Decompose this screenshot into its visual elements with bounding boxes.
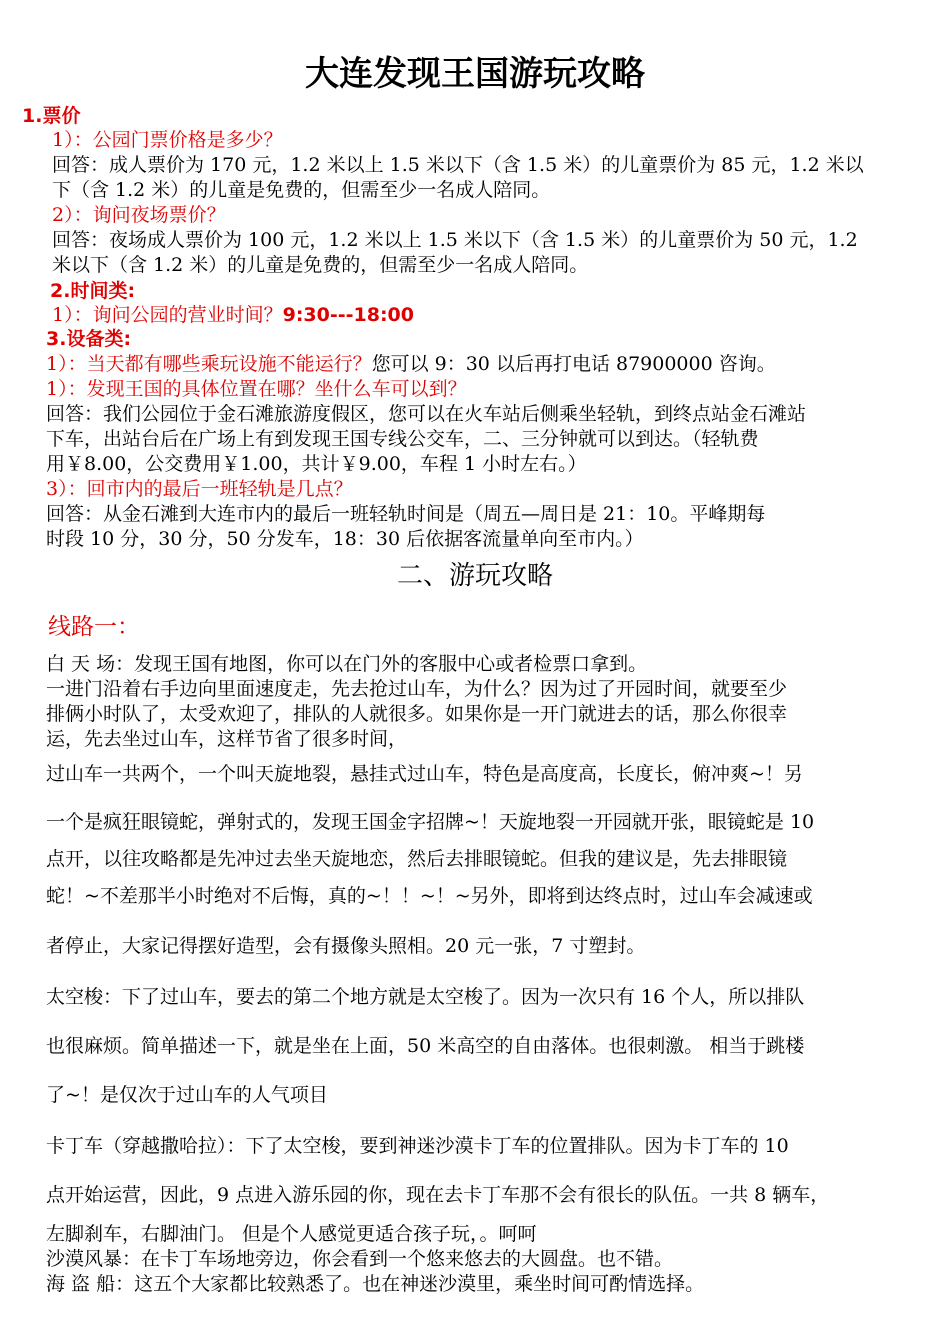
question-ticket-price: 1）：公园门票价格是多少？ bbox=[52, 129, 283, 151]
question-location: 1）：发现王国的具体位置在哪？坐什么车可以到？ bbox=[46, 378, 467, 400]
body-line: 海 盗 船：这五个大家都比较熟悉了。也在神迷沙漠里，乘坐时间可酌情选择。 bbox=[46, 1273, 705, 1295]
answer-line: 下（含 1.2 米）的儿童是免费的，但需至少一名成人陪同。 bbox=[52, 179, 551, 201]
body-line: 也很麻烦。简单描述一下，就是坐在上面，50 米高空的自由落体。也很刺激。 相当于跳楼 bbox=[46, 1035, 805, 1057]
body-line: 沙漠风暴：在卡丁车场地旁边，你会看到一个悠来悠去的大圆盘。也不错。 bbox=[46, 1248, 674, 1270]
document-title: 大连发现王国游玩攻略 bbox=[305, 54, 645, 94]
answer-line: 米以下（含 1.2 米）的儿童是免费的，但需至少一名成人陪同。 bbox=[52, 254, 589, 276]
body-line: 卡丁车（穿越撒哈拉）：下了太空梭，要到神迷沙漠卡丁车的位置排队。因为卡丁车的 10 bbox=[46, 1135, 789, 1157]
body-line: 一进门沿着右手边向里面速度走，先去抢过山车，为什么？因为过了开园时间，就要至少 bbox=[46, 678, 788, 700]
answer-line: 用￥8.00，公交费用￥1.00，共计￥9.00，车程 1 小时左右。） bbox=[46, 453, 587, 475]
question-night-price: 2）：询问夜场票价？ bbox=[52, 204, 226, 226]
body-line: 者停止，大家记得摆好造型，会有摄像头照相。20 元一张，7 寸塑封。 bbox=[46, 935, 646, 957]
question-text: 1）：询问公园的营业时间？ bbox=[52, 304, 283, 326]
question-opening-hours bbox=[52, 303, 414, 327]
body-line: 过山车一共两个，一个叫天旋地裂，悬挂式过山车，特色是高度高，长度长，俯冲爽~！另 bbox=[46, 763, 803, 785]
section-title-guide: 二、游玩攻略 bbox=[396, 561, 553, 591]
question-text: 1）：当天都有哪些乘玩设施不能运行？ bbox=[46, 353, 372, 375]
section-heading-time: 2.时间类: bbox=[50, 280, 136, 302]
section-heading-facilities: 3.设备类: bbox=[46, 328, 132, 350]
answer-line: 回答：我们公园位于金石滩旅游度假区，您可以在火车站后侧乘坐轻轨，到终点站金石滩站 bbox=[46, 403, 807, 425]
question-last-train: 3）：回市内的最后一班轻轨是几点？ bbox=[46, 478, 353, 500]
body-line: 蛇！~不差那半小时绝对不后悔，真的~！！~！~另外，即将到达终点时，过山车会减速或 bbox=[46, 885, 813, 907]
body-line: 白 天 场：发现王国有地图，你可以在门外的客服中心或者检票口拿到。 bbox=[46, 653, 648, 675]
body-line: 运，先去坐过山车，这样节省了很多时间， bbox=[46, 728, 408, 750]
answer-line: 下车，出站台后在广场上有到发现王国专线公交车，二、三分钟就可以到达。（轻轨费 bbox=[46, 428, 759, 450]
body-line: 点开始运营，因此，9 点进入游乐园的你，现在去卡丁车那不会有很长的队伍。一共 8 辆车， bbox=[46, 1184, 830, 1206]
answer-text: 您可以 9：30 以后再打电话 87900000 咨询。 bbox=[371, 353, 776, 375]
route-heading: 线路一： bbox=[48, 614, 140, 640]
body-line: 排俩小时队了，太受欢迎了，排队的人就很多。如果你是一开门就进去的话，那么你很幸 bbox=[46, 703, 788, 725]
body-line: 太空梭：下了过山车，要去的第二个地方就是太空梭了。因为一次只有 16 个人，所以排队 bbox=[46, 986, 805, 1008]
question-closed-rides bbox=[46, 352, 776, 376]
answer-line: 回答：成人票价为 170 元，1.2 米以上 1.5 米以下（含 1.5 米）的儿童票价为 85 元，1.2 米以 bbox=[52, 154, 864, 176]
answer-line: 回答：夜场成人票价为 100 元，1.2 米以上 1.5 米以下（含 1.5 米）的儿童票价为 50 元，1.2 bbox=[52, 229, 858, 251]
answer-line: 回答：从金石滩到大连市内的最后一班轻轨时间是（周五—周日是 21：10。平峰期每 bbox=[46, 503, 766, 525]
section-heading-tickets: 1.票价 bbox=[22, 105, 81, 127]
body-line: 点开，以往攻略都是先冲过去坐天旋地恋，然后去排眼镜蛇。但我的建议是，先去排眼镜 bbox=[46, 848, 788, 870]
opening-hours-value: 9:30---18:00 bbox=[282, 304, 414, 326]
body-line: 左脚刹车，右脚油门。 但是个人感觉更适合孩子玩，。呵呵 bbox=[46, 1223, 537, 1245]
body-line: 一个是疯狂眼镜蛇，弹射式的，发现王国金字招牌~！天旋地裂一开园就开张，眼镜蛇是 10 bbox=[46, 811, 815, 833]
body-line: 了~！是仅次于过山车的人气项目 bbox=[46, 1084, 328, 1106]
answer-line: 时段 10 分，30 分，50 分发车，18：30 后依据客流量单向至市内。） bbox=[46, 528, 644, 550]
